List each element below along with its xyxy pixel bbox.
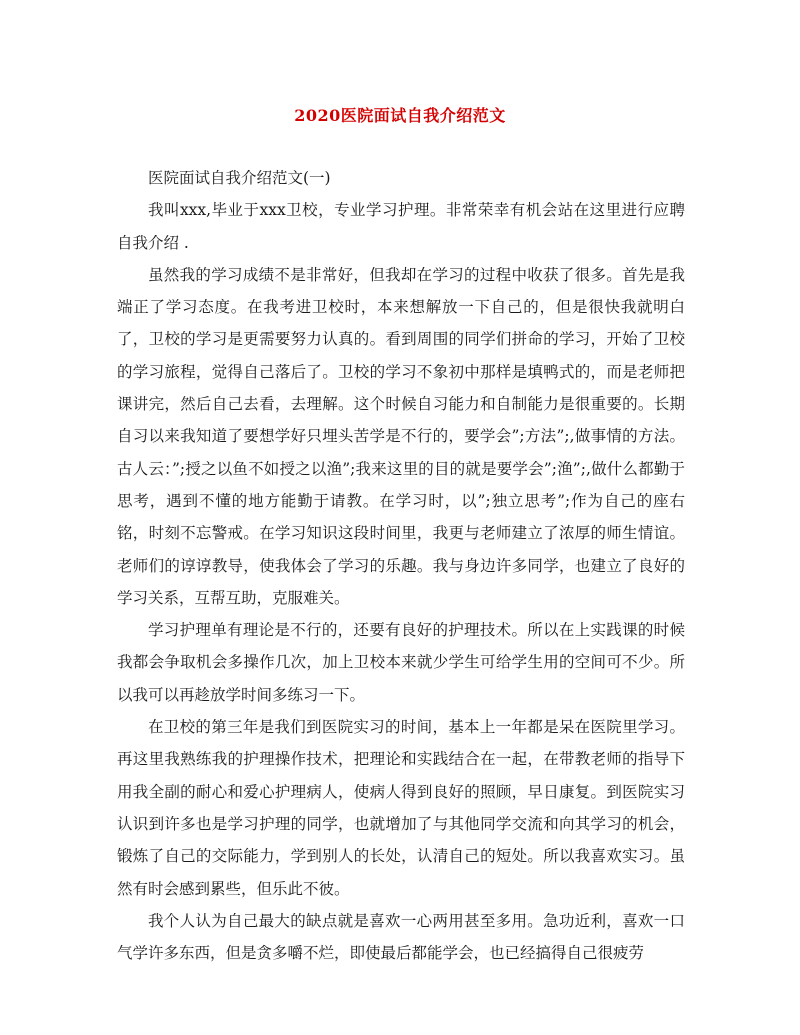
paragraph: 虽然我的学习成绩不是非常好，但我却在学习的过程中收获了很多。首先是我端正了学习态度。在我考进卫校时，本来想解放一下自己的，但是很快我就明白了，卫校的学习是更需要努力认真的。看到周围的同学们拼命的学习，开始了卫校的学习旅程，觉得自己落后了。卫校的学习不象初中那样是填鸭式的，而是老师把课讲完，然后自己去看，去理解。这个时候自习能力和自制能力是很重要的。长期自习以来我知道了要想学好只埋头苦学是不行的，要学会”;方法”;,做事情的方法。古人云：”;授之以鱼不如授之以渔”;我来这里的目的就是要学会”;渔”;,做什么都勤于思考，遇到不懂的地方能勤于请教。在学习时，以”;独立思考”;作为自己的座右铭，时刻不忘警戒。在学习知识这段时间里，我更与老师建立了浓厚的师生情谊。老师们的谆谆教导，使我体会了学习的乐趣。我与身边许多同学，也建立了良好的学习关系，互帮互助，克服难关。 bbox=[117, 265, 685, 607]
paragraph: 我叫xxx,毕业于xxx卫校，专业学习护理。非常荣幸有机会站在这里进行应聘自我介绍 . bbox=[117, 201, 685, 252]
paragraph: 我个人认为自己最大的缺点就是喜欢一心两用甚至多用。急功近利，喜欢一口气学许多东西，但是贪多嚼不烂，即使最后都能学会，也已经搞得自己很疲劳 bbox=[117, 911, 685, 963]
document-title: 2020医院面试自我介绍范文 bbox=[294, 106, 506, 125]
section-heading: 医院面试自我介绍范文(一) bbox=[148, 169, 331, 187]
paragraph: 在卫校的第三年是我们到医院实习的时间，基本上一年都是呆在医院里学习。再这里我熟练我的护理操作技术，把理论和实践结合在一起，在带教老师的指导下用我全副的耐心和爱心护理病人，使病人得到良好的照顾，早日康复。到医院实习认识到许多也是学习护理的同学，也就增加了与其他同学交流和向其学习的机会，锻炼了自己的交际能力，学到别人的长处，认清自己的短处。所以我喜欢实习。虽然有时会感到累些，但乐此不彼。 bbox=[117, 718, 685, 898]
document-body bbox=[117, 162, 685, 969]
paragraph: 学习护理单有理论是不行的，还要有良好的护理技术。所以在上实践课的时候我都会争取机会多操作几次，加上卫校本来就少学生可给学生用的空间可不少。所以我可以再趁放学时间多练习一下。 bbox=[117, 621, 685, 704]
